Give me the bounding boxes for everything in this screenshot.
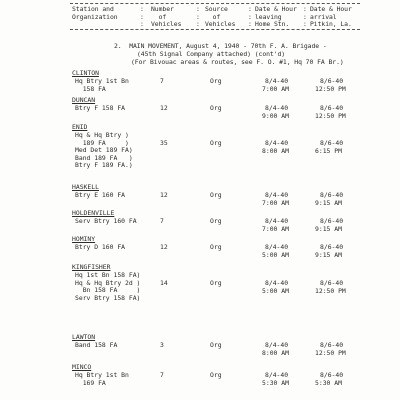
arrival-date: 8/6-40: [320, 371, 344, 379]
arrival-time: 9:15 AM: [315, 198, 342, 207]
organization-units: Hq 1st Bn 158 FA) Hq & Hq Btry 2d ) Bn 158 FA ) Serv Btry 158 FA): [75, 271, 141, 302]
header-date-hour-arrival: Date & Hour arrival Pitkin, La.: [310, 5, 352, 29]
leave-date: 8/4-40: [265, 279, 289, 287]
station-name: MINCO: [72, 363, 92, 371]
leave-time: 7:00 AM: [262, 224, 289, 233]
arrival-time: 12:50 PM: [315, 348, 346, 357]
leave-date: 8/4-40: [265, 104, 289, 112]
station-name: HOMINY: [72, 235, 96, 243]
leave-date: 8/4-40: [265, 139, 289, 147]
station-name: KINGFISHER: [72, 263, 111, 271]
leave-date: 8/4-40: [265, 77, 289, 85]
arrival-time: 9:15 AM: [315, 250, 342, 259]
arrival-date: 8/6-40: [320, 341, 344, 349]
arrival-time: 12:50 PM: [315, 286, 346, 295]
header-separator: : : :: [140, 5, 144, 29]
header-source-of-vehicles: Source of Vehicles: [205, 5, 236, 29]
vehicle-source: Org: [210, 341, 222, 349]
organization-units: Serv Btry 160 FA: [75, 217, 137, 225]
vehicle-count: 7: [160, 371, 164, 379]
arrival-time: 9:15 AM: [315, 224, 342, 233]
movement-title: 2. MAIN MOVEMENT, August 4, 1940 - 70th F. A. Brigade -: [114, 42, 327, 50]
vehicle-count: 7: [160, 77, 164, 85]
vehicle-count: 3: [160, 341, 164, 349]
organization-units: Hq & Hq Btry ) 189 FA ) Med Det 189 FA) Band 189 FA ) Btry F 189 FA.): [75, 131, 133, 170]
leave-time: 5:00 AM: [262, 286, 289, 295]
leave-time: 5:00 AM: [262, 250, 289, 259]
organization-units: Hq Btry 1st Bn 169 FA: [75, 371, 129, 387]
leave-date: 8/4-40: [265, 243, 289, 251]
organization-units: Band 158 FA: [75, 341, 118, 349]
arrival-date: 8/6-40: [320, 279, 344, 287]
leave-date: 8/4-40: [265, 371, 289, 379]
vehicle-source: Org: [210, 191, 222, 199]
vehicle-source: Org: [210, 243, 222, 251]
arrival-date: 8/6-40: [320, 77, 344, 85]
leave-date: 8/4-40: [265, 191, 289, 199]
vehicle-count: 14: [160, 279, 168, 287]
vehicle-count: 12: [160, 191, 168, 199]
arrival-date: 8/6-40: [320, 217, 344, 225]
station-name: HOLDENVILLE: [72, 209, 115, 217]
arrival-date: 8/6-40: [320, 104, 344, 112]
organization-units: Btry F 158 FA: [75, 104, 126, 112]
header-date-hour-leaving: Date & Hour leaving Home Stn.: [255, 5, 297, 29]
organization-units: Btry E 160 FA: [75, 191, 126, 199]
header-separator: : : :: [303, 5, 307, 29]
organization-units: Btry D 160 FA: [75, 243, 126, 251]
header-station-organization: Station and Organization: [72, 5, 118, 21]
arrival-time: 6:15 PM: [315, 146, 342, 155]
leave-time: 8:00 AM: [262, 348, 289, 357]
station-name: DUNCAN: [72, 96, 96, 104]
vehicle-source: Org: [210, 77, 222, 85]
header-separator: : : :: [196, 5, 200, 29]
vehicle-source: Org: [210, 104, 222, 112]
arrival-time: 5:30 AM: [315, 378, 342, 387]
station-name: ENID: [72, 123, 88, 131]
vehicle-source: Org: [210, 217, 222, 225]
arrival-date: 8/6-40: [320, 191, 344, 199]
leave-time: 8:00 AM: [262, 146, 289, 155]
leave-date: 8/4-40: [265, 217, 289, 225]
header-separator: : : :: [248, 5, 252, 29]
leave-time: 7:00 AM: [262, 84, 289, 93]
leave-time: 7:00 AM: [262, 198, 289, 207]
vehicle-count: 7: [160, 217, 164, 225]
station-name: CLINTON: [72, 69, 99, 77]
vehicle-source: Org: [210, 139, 222, 147]
leave-date: 8/4-40: [265, 341, 289, 349]
vehicle-count: 12: [160, 104, 168, 112]
station-name: LAWTON: [72, 333, 96, 341]
organization-units: Hq Btry 1st Bn 158 FA: [75, 77, 129, 93]
leave-time: 5:30 AM: [262, 378, 289, 387]
header-number-of-vehicles: Number of Vehicles: [151, 5, 182, 29]
arrival-time: 12:50 PM: [315, 111, 346, 120]
station-name: HASKELL: [72, 183, 99, 191]
header-top-rule: [70, 3, 360, 4]
movement-reference: (For Bivouac areas & routes, see F. O. #1, Hq 70 FA Br.): [131, 58, 344, 66]
vehicle-source: Org: [210, 371, 222, 379]
vehicle-count: 12: [160, 243, 168, 251]
vehicle-source: Org: [210, 279, 222, 287]
arrival-date: 8/6-40: [320, 243, 344, 251]
leave-time: 9:00 AM: [262, 111, 289, 120]
arrival-date: 8/6-40: [320, 139, 344, 147]
vehicle-count: 35: [160, 139, 168, 147]
movement-subtitle: (45th Signal Company attached) (cont'd): [137, 50, 286, 58]
header-bottom-rule: [70, 29, 360, 30]
arrival-time: 12:50 PM: [315, 84, 346, 93]
